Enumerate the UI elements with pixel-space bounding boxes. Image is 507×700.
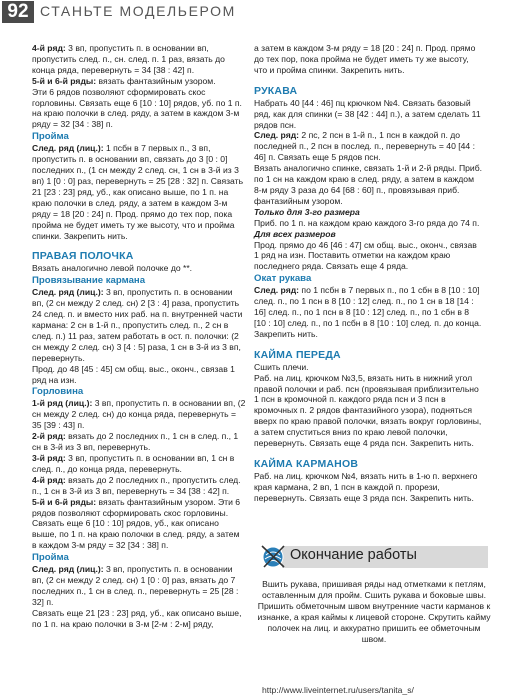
instruction-text: Прод. до 48 [45 : 45] см общ. выс., оконч., связав 1 ряд на изн.	[32, 363, 235, 385]
row-label: 3-й ряд:	[32, 453, 66, 463]
instruction-paragraph	[254, 362, 482, 373]
instruction-text: 3 вп, пропустить п. в основании вп, (2 сн между 2 след. сн) 2 [3 : 4] раза, пропустить 24 след. п. и вместо них раб. на п. внутренней части кармана: 2 сн в 1-й п., пропустить след. п., 2 сн в след. п.) 11 раз, затем работать в ост. п. полочки: (2 сн между 2 след. сн) 3 [4 : 5] раза, 1 сн в 3-й из 3 вп, перевернуть.	[32, 287, 243, 363]
instruction-paragraph	[32, 43, 246, 76]
instruction-paragraph	[32, 87, 246, 131]
instruction-paragraph	[32, 475, 246, 497]
row-label: 5-й и 6-й ряды:	[32, 75, 97, 86]
instruction-text: Раб. на лиц. крючком №3,5, вязать нить в нижний угол правой полочки и раб. псн (провязывая приблизительно 1 псн в кромочной п. каждого ряда псн и 3 псн в кромочных п. 2 рядов фантазийного узора), подняться вверх по краю правой полочки, вязать вокруг горловины, а затем спуститься вниз по краю левой полочки, перевернуть. Связать еще 4 ряда псн. Закрепить нить.	[254, 372, 482, 449]
row-label: След. ряд:	[254, 130, 300, 141]
instruction-text: по 1 псбн в 7 первых п., по 1 сбн в 8 [10 : 10] след. п., по 1 псн в 8 [10 : 12] след. п., по 1 сн в 18 [14 : 16] след. п., по 1 псн в 8 [10 : 12] след. п., по 1 сбн в 8 [10 : 10] след. п., по 1 псбн в 8 [10 : 10] след. п. до конца. Закрепить нить.	[254, 285, 482, 339]
section-heading: ПРАВАЯ ПОЛОЧКА	[32, 250, 134, 263]
instruction-paragraph	[254, 43, 482, 76]
instruction-paragraph	[32, 287, 246, 363]
section-heading: КАЙМА КАРМАНОВ	[254, 458, 359, 470]
instruction-paragraph	[32, 431, 246, 453]
instruction-paragraph	[254, 98, 482, 131]
spacer	[32, 241, 246, 248]
instruction-paragraph	[32, 608, 246, 630]
instruction-paragraph	[254, 218, 482, 229]
instruction-text: Приб. по 1 п. на каждом краю каждого 3-го ряда до 74 п.	[254, 217, 480, 228]
row-label: 2-й ряд:	[32, 431, 66, 442]
finishing-text: Вшить рукава, пришивая ряды над отметками к петлям, оставленным для пройм. Сшить рукава и боковые швы. Пришить обметочным швом внутренние части карманов к изнанке, а края каймы к лицевой стороне. Скрутить кайму полочек на лиц. и аккуратно пришить ее обметочным швом.	[257, 579, 491, 644]
instruction-paragraph	[254, 471, 482, 504]
finishing-heading-block	[256, 542, 492, 572]
row-label: 5-й и 6-й ряды:	[32, 496, 97, 507]
row-label: След. ряд (лиц.):	[32, 143, 104, 154]
instruction-paragraph	[32, 398, 246, 431]
section-heading: КАЙМА ПЕРЕДА	[254, 348, 341, 361]
instruction-text: Связать еще 21 [23 : 23] ряд, уб., как описано выше, по 1 п. на краю полочки в 3-м [2-м : 2-м] ряду,	[32, 607, 242, 629]
section-heading: РУКАВА	[254, 84, 298, 97]
size-note: Только для 3-го размера	[254, 206, 360, 217]
instruction-paragraph	[32, 143, 246, 241]
right-column	[254, 43, 482, 504]
instruction-paragraph	[254, 373, 482, 449]
source-url: http://www.liveinternet.ru/users/tanita_s/	[262, 685, 414, 695]
instruction-paragraph	[32, 263, 246, 274]
instruction-paragraph	[32, 497, 246, 552]
instruction-text: Набрать 40 [44 : 46] пц крючком №4. Связать базовый ряд, как для спинки (= 38 [42 : 44] п.), а затем сделать 11 рядов псн.	[254, 97, 481, 130]
instruction-text: вязать до 2 последних п., 1 сн в след. п., 1 сн в 3-й из 3 вп, перевернуть.	[32, 431, 239, 453]
instruction-text: Вязать аналогично спинке, связать 1-й и 2-й ряды. Приб. по 1 сн на каждом краю в след. ряду, а затем в каждом 8-м ряду 3 раза до 64 [68 : 60] п., провязывая приб. фантазийным узором.	[254, 163, 483, 206]
subsection-heading: Горловина	[32, 386, 84, 398]
row-label: След. ряд (лиц.):	[32, 564, 104, 575]
instruction-text: Прод. прямо до 46 [46 : 47] см общ. выс., оконч., связав 1 ряд на изн. Поставить отметки на каждом краю последнего ряда. Связать еще 4 ряда.	[254, 239, 477, 272]
spacer	[254, 449, 482, 456]
subsection-heading: Провязывание кармана	[32, 275, 146, 287]
instruction-text: Эти 6 рядов позволяют сформировать скос горловины. Связать еще 6 [10 : 10] рядов, уб. по 1 п. на краю полочки в след. ряду, а затем в каждом 3-м ряду = 32 [34 : 38] п.	[32, 86, 242, 130]
subsection-heading: Пройма	[32, 131, 69, 143]
instruction-text: Раб. на лиц. крючком №4, вязать нить в 1-ю п. верхнего края кармана, 2 вп, 1 псн в каждой п. прорези, перевернуть. Связать еще 3 ряда псн. Закрепить нить.	[254, 471, 478, 503]
spacer	[254, 76, 482, 83]
instruction-paragraph	[254, 240, 482, 273]
instruction-text: вязать фантазийным узором. Эти 6 рядов позволяют сформировать скос горловины. Связать еще 6 [10 : 10] рядов, уб., как описано выше, по 1 п. на краю полочки в след. ряду, а затем в каждом 3-м ряду = 32 [34 : 38] п.	[32, 496, 241, 551]
instruction-text: 2 пс, 2 псн в 1-й п., 1 псн в каждой п. до последней п., 2 псн в послед. п., перевернуть = 40 [44 : 46] п. Связать еще 5 рядов псн.	[254, 130, 475, 163]
instruction-text: 3 вп, пропустить п. в основании вп, (2 сн между 2 след. сн) 1 [0 : 0] раз, вязать до 7 последних п., 1 сн в след. п., перевернуть = 25 [28 : 32] п.	[32, 564, 239, 607]
row-label: 4-й ряд:	[32, 474, 66, 485]
instruction-text: Вязать аналогично левой полочке до **.	[32, 263, 193, 274]
instruction-text: вязать до 2 последних п., пропустить след. п., 1 сн в 3-й из 3 вп, перевернуть = 34 [38 : 42] п.	[32, 474, 241, 496]
subsection-heading: Пройма	[32, 552, 69, 564]
instruction-paragraph	[254, 285, 482, 340]
instruction-paragraph	[254, 130, 482, 163]
yarn-and-needles-icon	[260, 543, 286, 569]
instruction-text: а затем в каждом 3-м ряду = 18 [20 : 24] п. Прод. прямо до тех пор, пока пройма не будет иметь ту же высоту, что и пройма спинки. Закрепить нить.	[254, 43, 476, 75]
spacer	[254, 340, 482, 347]
instruction-text: Сшить плечи.	[254, 361, 309, 372]
running-title: СТАНЬТЕ МОДЕЛЬЕРОМ	[40, 3, 236, 19]
row-label: 1-й ряд (лиц.):	[32, 398, 93, 409]
left-column	[32, 43, 246, 630]
finishing-heading: Окончание работы	[290, 547, 417, 563]
instruction-paragraph	[32, 453, 246, 475]
instruction-text: 3 вп, пропустить п. в основании вп, (2 сн между 2 след. сн) до конца ряда, перевернуть = 35 [39 : 43] п.	[32, 398, 246, 431]
instruction-paragraph	[32, 364, 246, 386]
instruction-text: вязать фантазийным узором.	[96, 75, 216, 86]
page-header	[0, 0, 507, 26]
page-number: 92	[2, 1, 34, 23]
instruction-paragraph	[32, 564, 246, 608]
size-note: Для всех размеров	[254, 228, 336, 239]
instruction-text: 3 вп, пропустить п. в основании вп, пропустить след. п., сн. след. п. 1 раз, вязать до конца ряда, перевернуть = 34 [38 : 42] п.	[32, 43, 225, 75]
row-label: След. ряд (лиц.):	[32, 287, 104, 298]
instruction-paragraph	[32, 76, 246, 87]
row-label: След. ряд:	[254, 285, 300, 296]
instruction-text: 1 псбн в 7 первых п., 3 вп, пропустить п. в основании вп, связать до 3 [0 : 0] последних п., (1 сн между 2 след. сн, 1 сн в 3-й из 3 вп) 1 [0 : 0] раз, перевернуть = 25 [28 : 32] п. Связать 21 [23 : 23] ряд, уб., как описано выше, по 1 п. на краю полочки в след. ряду, а затем в каждом 3-м ряду = 18 [20 : 24] п. Прод. прямо до тех пор, пока пройма не будет иметь ту же высоту, что и пройма спинки. Закрепить нить.	[32, 143, 244, 241]
row-label: 4-й ряд:	[32, 43, 66, 53]
subsection-heading: Окат рукава	[254, 273, 312, 285]
instruction-paragraph	[254, 163, 482, 207]
instruction-text: 3 вп, пропустить п. в основании вп, 1 сн в след. п., до конца ряда, перевернуть.	[32, 453, 235, 474]
